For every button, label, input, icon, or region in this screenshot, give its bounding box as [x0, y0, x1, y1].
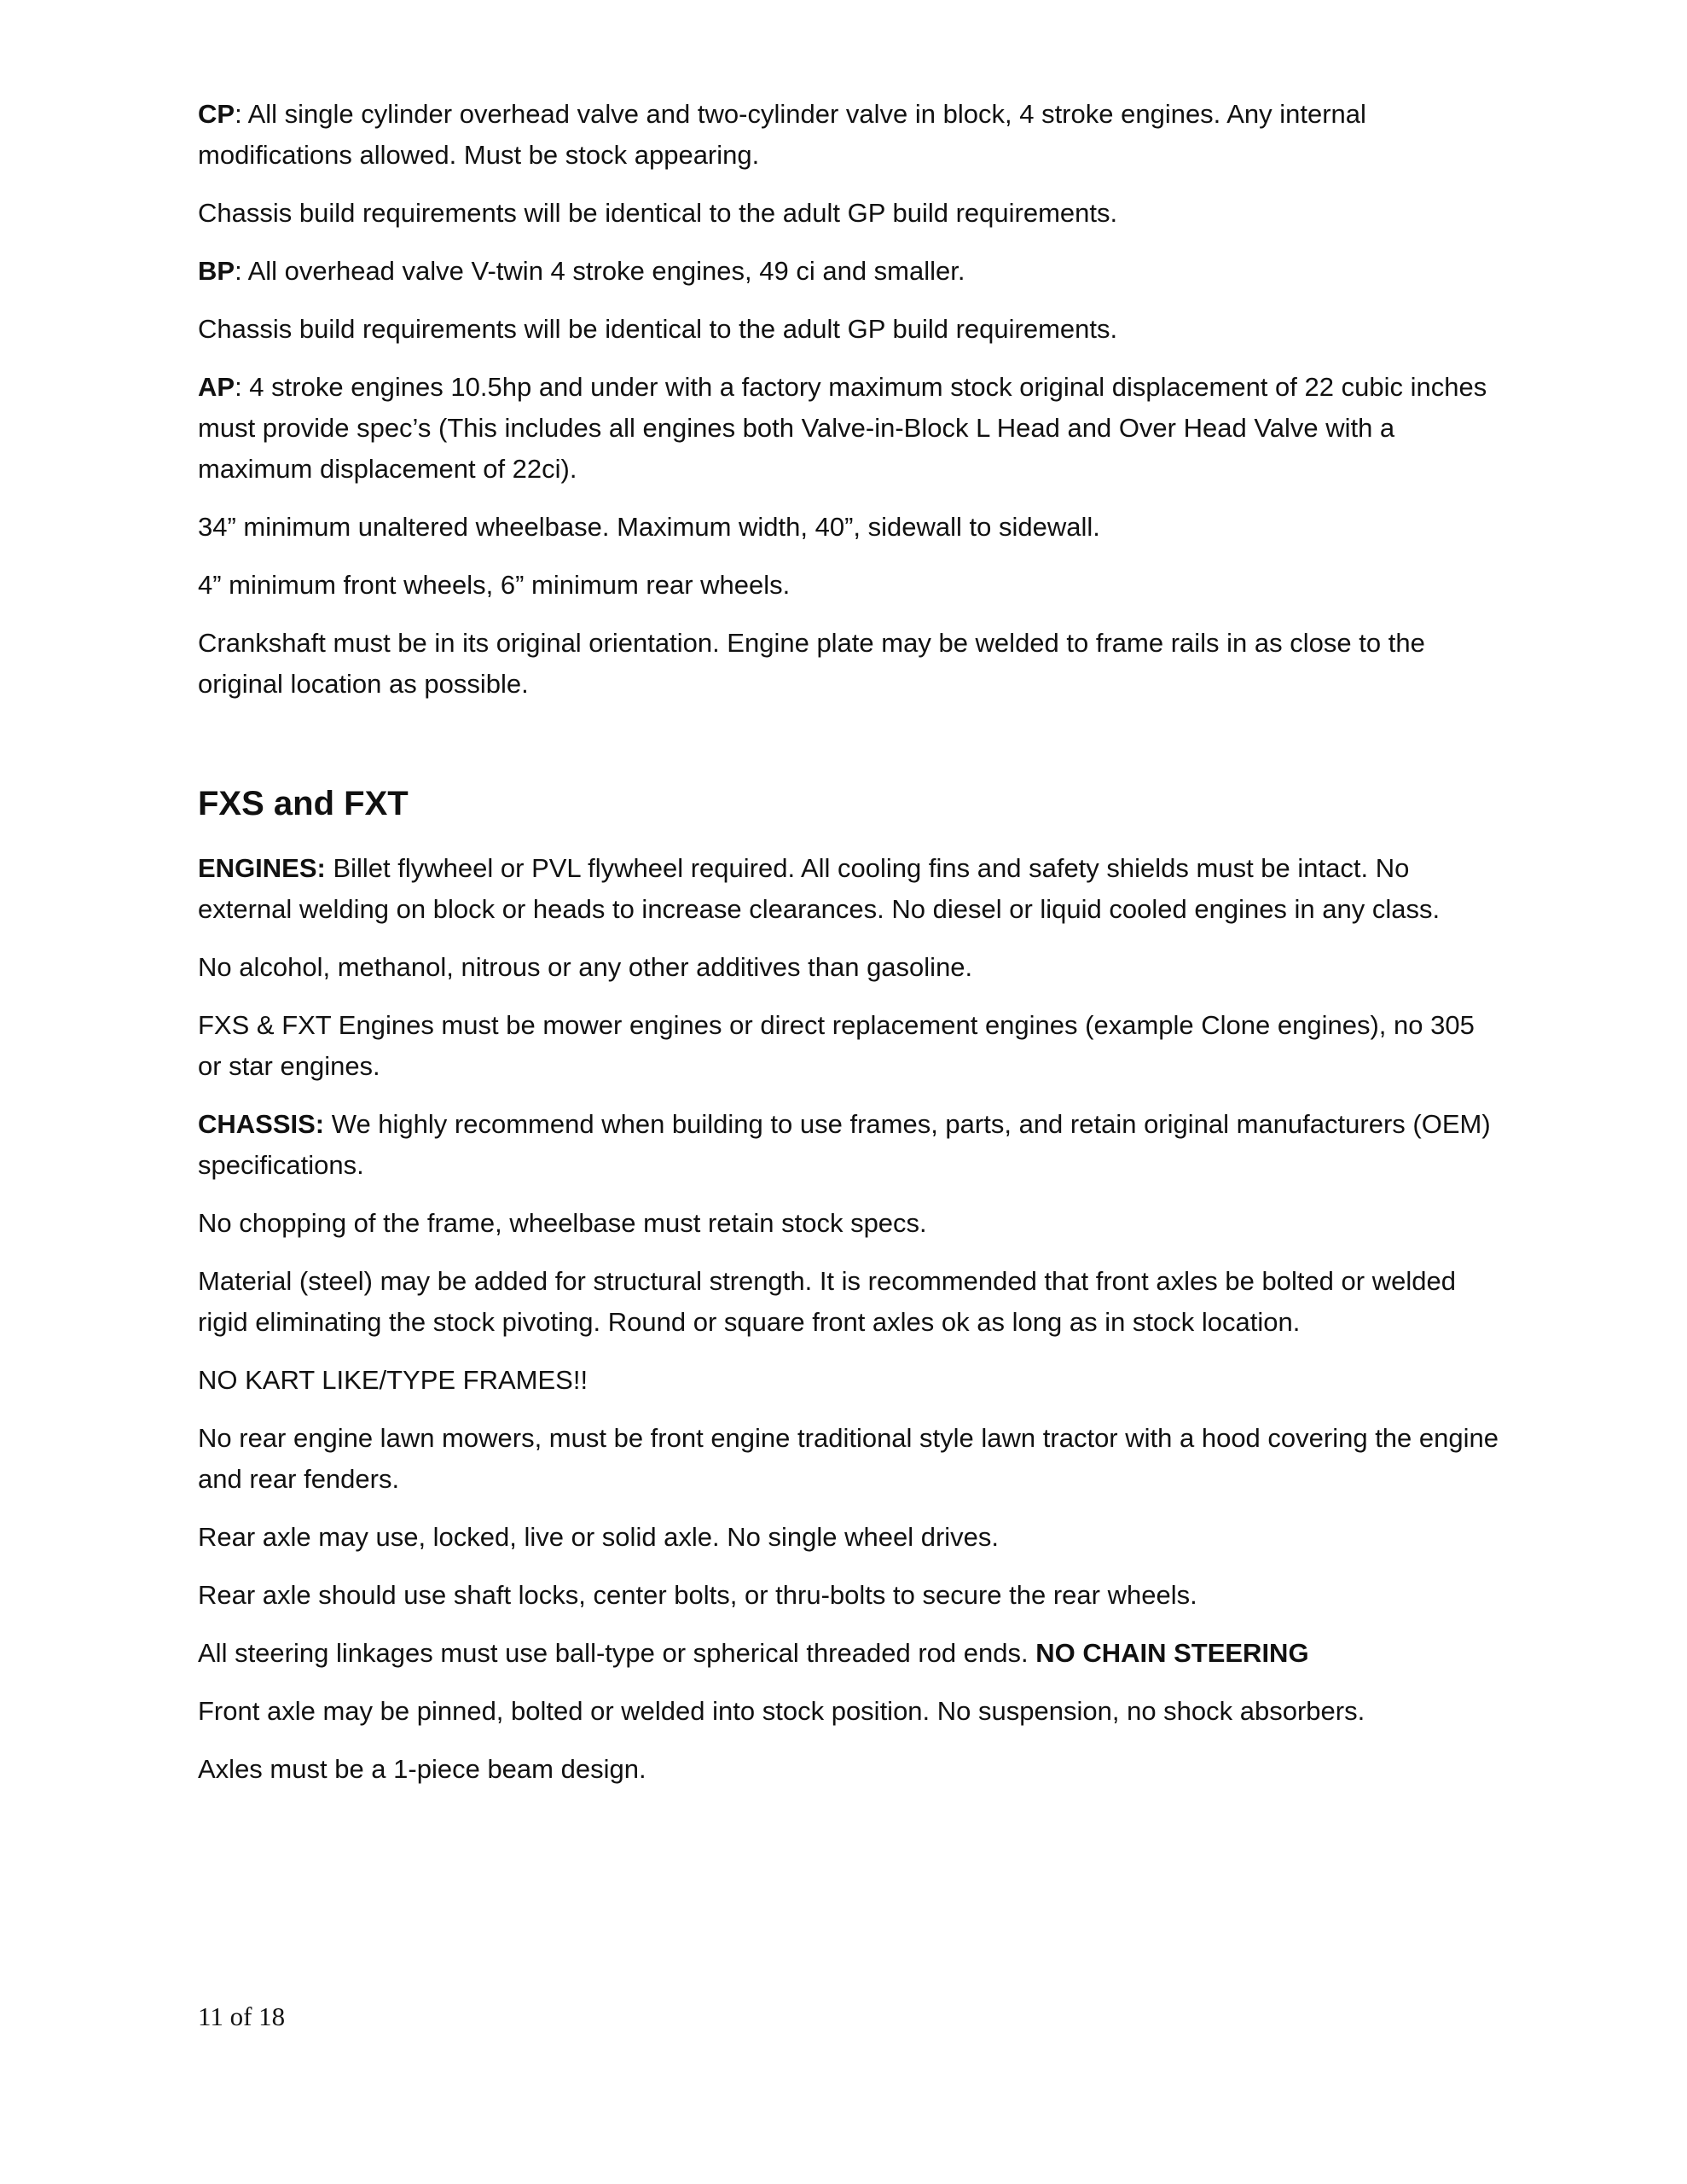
material-paragraph: Material (steel) may be added for structural strength. It is recommended that front axles be bolted or welded rigid eliminating the stock pivoting. Round or square front axles ok as long as in stock location.	[198, 1266, 1456, 1337]
no-chopping-paragraph: No chopping of the frame, wheelbase must retain stock specs.	[198, 1208, 927, 1238]
steering-text: All steering linkages must use ball-type or spherical threaded rod ends.	[198, 1638, 1036, 1668]
fxs-engines-paragraph: FXS & FXT Engines must be mower engines or direct replacement engines (example Clone engines), no 305 or star engines.	[198, 1010, 1475, 1081]
engines-lead: ENGINES:	[198, 853, 326, 883]
bp-paragraph	[198, 251, 1503, 292]
chassis-paragraph	[198, 1104, 1503, 1186]
bp-text: : All overhead valve V-twin 4 stroke engines, 49 ci and smaller.	[235, 256, 965, 286]
no-alcohol-paragraph: No alcohol, methanol, nitrous or any other additives than gasoline.	[198, 952, 973, 982]
rear-axle-locks-paragraph: Rear axle should use shaft locks, center bolts, or thru-bolts to secure the rear wheels.	[198, 1580, 1197, 1610]
steering-paragraph	[198, 1633, 1503, 1674]
no-kart-paragraph: NO KART LIKE/TYPE FRAMES!!	[198, 1365, 588, 1395]
cp-lead: CP	[198, 99, 235, 129]
cp-text: : All single cylinder overhead valve and two-cylinder valve in block, 4 stroke engines. Any internal modifications allowed. Must be stock appearing.	[198, 99, 1366, 170]
axles-beam-paragraph: Axles must be a 1-piece beam design.	[198, 1754, 646, 1784]
bp-lead: BP	[198, 256, 235, 286]
ap-text: : 4 stroke engines 10.5hp and under with a factory maximum stock original displacement of 22 cubic inches must provide spec’s (This includes all engines both Valve-in-Block L Head and Over Head Valve with a maximum displacement of 22ci).	[198, 372, 1487, 484]
page-number: 11 of 18	[198, 2001, 286, 2031]
rear-axle-use-paragraph: Rear axle may use, locked, live or solid axle. No single wheel drives.	[198, 1522, 1000, 1552]
ap-paragraph	[198, 367, 1503, 490]
section-heading: FXS and FXT	[198, 785, 409, 822]
chassis-lead: CHASSIS:	[198, 1109, 325, 1139]
cp-paragraph	[198, 94, 1503, 176]
cp-chassis-paragraph: Chassis build requirements will be identical to the adult GP build requirements.	[198, 198, 1118, 228]
document-body	[198, 94, 1503, 1807]
no-rear-engine-paragraph: No rear engine lawn mowers, must be front engine traditional style lawn tractor with a hood covering the engine and rear fenders.	[198, 1423, 1499, 1494]
chassis-text: We highly recommend when building to use frames, parts, and retain original manufacturers (OEM) specifications.	[198, 1109, 1491, 1180]
ap-lead: AP	[198, 372, 235, 402]
front-axle-paragraph: Front axle may be pinned, bolted or welded into stock position. No suspension, no shock absorbers.	[198, 1696, 1365, 1726]
steering-bold: NO CHAIN STEERING	[1035, 1638, 1309, 1668]
ap-wheelbase-paragraph: 34” minimum unaltered wheelbase. Maximum width, 40”, sidewall to sidewall.	[198, 512, 1100, 542]
ap-crankshaft-paragraph: Crankshaft must be in its original orientation. Engine plate may be welded to frame rails in as close to the original location as possible.	[198, 628, 1425, 699]
engines-paragraph	[198, 848, 1503, 930]
bp-chassis-paragraph: Chassis build requirements will be identical to the adult GP build requirements.	[198, 314, 1118, 344]
engines-text: Billet flywheel or PVL flywheel required. All cooling fins and safety shields must be intact. No external welding on block or heads to increase clearances. No diesel or liquid cooled engines in any class.	[198, 853, 1441, 924]
ap-wheels-paragraph: 4” minimum front wheels, 6” minimum rear wheels.	[198, 570, 791, 600]
